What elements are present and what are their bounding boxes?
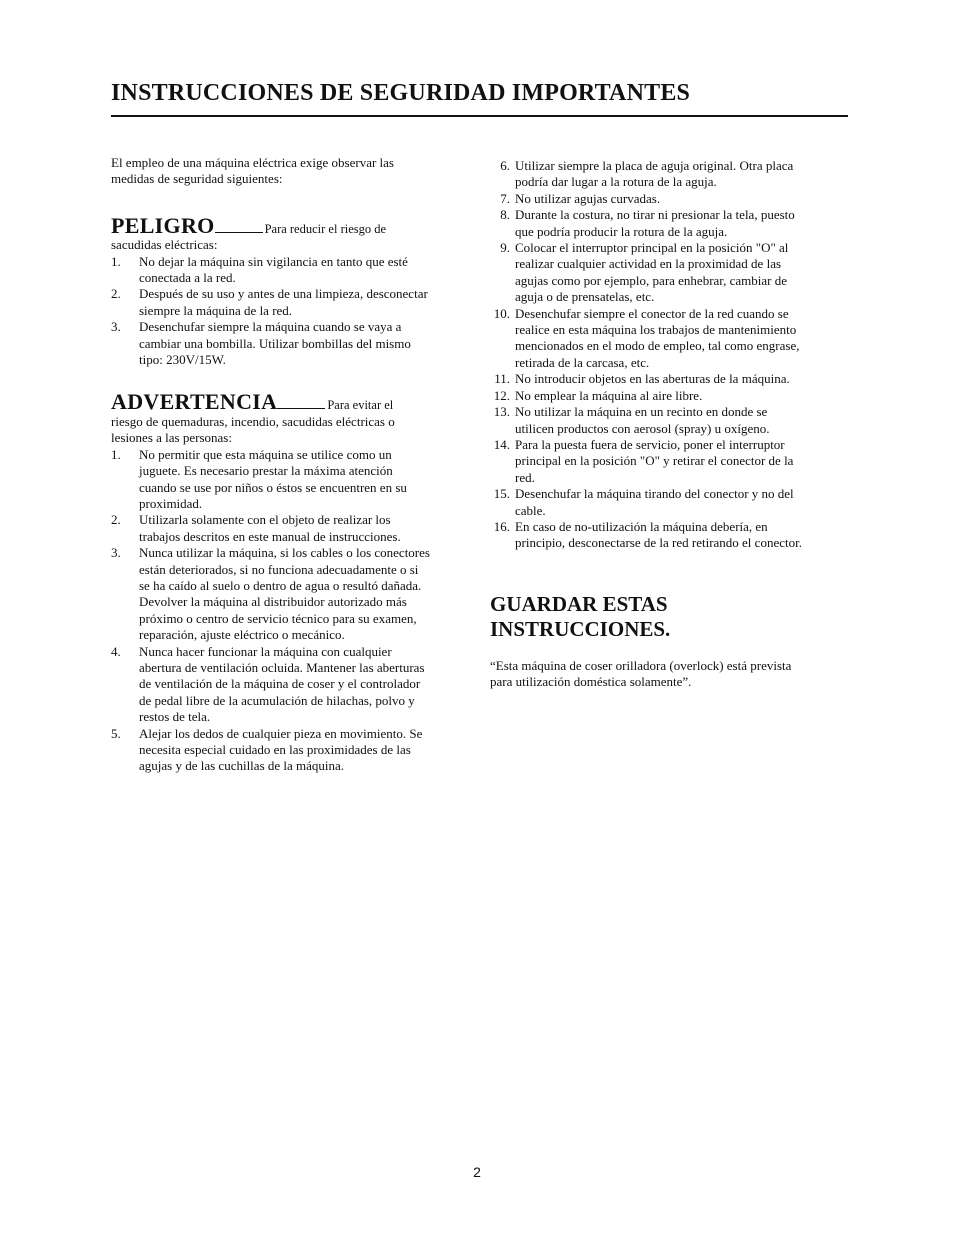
- list-item: 2. Utilizarla solamente con el objeto de realizar los trabajos descritos en este manual de instrucciones.: [111, 512, 401, 544]
- title-rule: [111, 115, 848, 117]
- list-item: 10. Desenchufar siempre el conector de la red cuando se realice en esta máquina los trabajos de mantenimiento mencionados en el modo de empleo, tal como engrase, retirada de la carcasa, etc.: [493, 305, 800, 370]
- guardar-heading: GUARDAR ESTAS INSTRUCCIONES.: [490, 591, 671, 641]
- peligro-lead: Para reducir el riesgo de: [264, 221, 387, 236]
- peligro-heading: PELIGRO: [111, 212, 215, 238]
- list-item: 4. Nunca hacer funcionar la máquina con cualquier abertura de ventilación ocluida. Mantener las aberturas de ventilación de la máquina de coser y el controlador de pedal libre de la acumulación de hilachas, polvo y restos de tela.: [111, 643, 425, 725]
- advertencia-list: [111, 447, 431, 775]
- list-item: 5. Alejar los dedos de cualquier pieza en movimiento. Se necesita especial cuidado en las proximidades de las agujas y de las cuchillas de la máquina.: [111, 725, 423, 774]
- heading-underline: [277, 407, 325, 409]
- peligro-lead-cont: sacudidas eléctricas:: [111, 237, 218, 253]
- list-item: 13. No utilizar la máquina en un recinto en donde se utilicen productos con aerosol (spray) u oxígeno.: [493, 404, 770, 436]
- list-item: 6. Utilizar siempre la placa de aguja original. Otra placa podría dar lugar a la rotura de la aguja.: [500, 158, 794, 190]
- list-item: 12. No emplear la máquina al aire libre.: [493, 387, 703, 403]
- advertencia-heading: ADVERTENCIA: [111, 389, 278, 415]
- page-title: INSTRUCCIONES DE SEGURIDAD IMPORTANTES: [111, 80, 691, 106]
- list-item: 16. En caso de no-utilización la máquina debería, en principio, desconectarse de la red retirando el conector.: [493, 518, 802, 551]
- list-item: 3. Nunca utilizar la máquina, si los cables o los conectores están deteriorados, si no funciona adecuadamente o si se ha caído al suelo o dentro de agua o resultó dañada. Devolver la máquina al distribuidor autorizado más próximo o centro de servicio técnico para su examen, reparación, ajuste eléctrico o mecánico.: [111, 545, 430, 643]
- list-item: 2. Después de su uso y antes de una limpieza, desconectar siempre la máquina de la red.: [111, 286, 428, 318]
- right-column: [490, 158, 808, 691]
- left-column: [111, 155, 431, 775]
- peligro-list: [111, 254, 431, 369]
- advertencia-section: [111, 389, 431, 774]
- advertencia-lead-cont: riesgo de quemaduras, incendio, sacudidas eléctricas o lesiones a las personas:: [111, 413, 395, 446]
- list-item: 11. No introducir objetos en las aberturas de la máquina.: [494, 371, 790, 387]
- list-item: 1. No dejar la máquina sin vigilancia en tanto que esté conectada a la red.: [111, 253, 408, 286]
- peligro-section: [111, 212, 431, 369]
- safety-list-continued-b: [490, 388, 808, 552]
- page-number: 2: [473, 1164, 481, 1180]
- list-item: 7. No utilizar agujas curvadas.: [500, 190, 661, 206]
- intro-text: El empleo de una máquina eléctrica exige observar las medidas de seguridad siguientes:: [111, 155, 394, 187]
- safety-list-continued: [490, 158, 808, 388]
- list-item: 8. Durante la costura, no tirar ni presionar la tela, puesto que podría producir la rotura de la aguja.: [500, 207, 795, 239]
- list-item: 15. Desenchufar la máquina tirando del conector y no del cable.: [493, 486, 794, 518]
- list-item: 3. Desenchufar siempre la máquina cuando se vaya a cambiar una bombilla. Utilizar bombillas del mismo tipo: 230V/15W.: [111, 319, 411, 368]
- peligro-heading-line: [111, 212, 431, 238]
- advertencia-lead: Para evitar el: [327, 398, 394, 413]
- list-item: 14. Para la puesta fuera de servicio, poner el interruptor principal en la posición "O" y retirar el conector de la red.: [493, 436, 794, 485]
- list-item: 9. Colocar el interruptor principal en la posición "O" al realizar cualquier actividad en la proximidad de las agujas como por ejemplo, para enhebrar, cambiar de aguja o de prensatelas, etc.: [500, 240, 789, 305]
- domestic-use-note: “Esta máquina de coser orilladora (overlock) está prevista para utilización doméstica solamente”.: [490, 657, 792, 690]
- list-item: 1. No permitir que esta máquina se utilice como un juguete. Es necesario prestar la máxima atención cuando se use por niños o éstos se encuentren en su proximidad.: [111, 446, 407, 511]
- advertencia-heading-line: [111, 389, 431, 415]
- heading-underline: [215, 231, 263, 233]
